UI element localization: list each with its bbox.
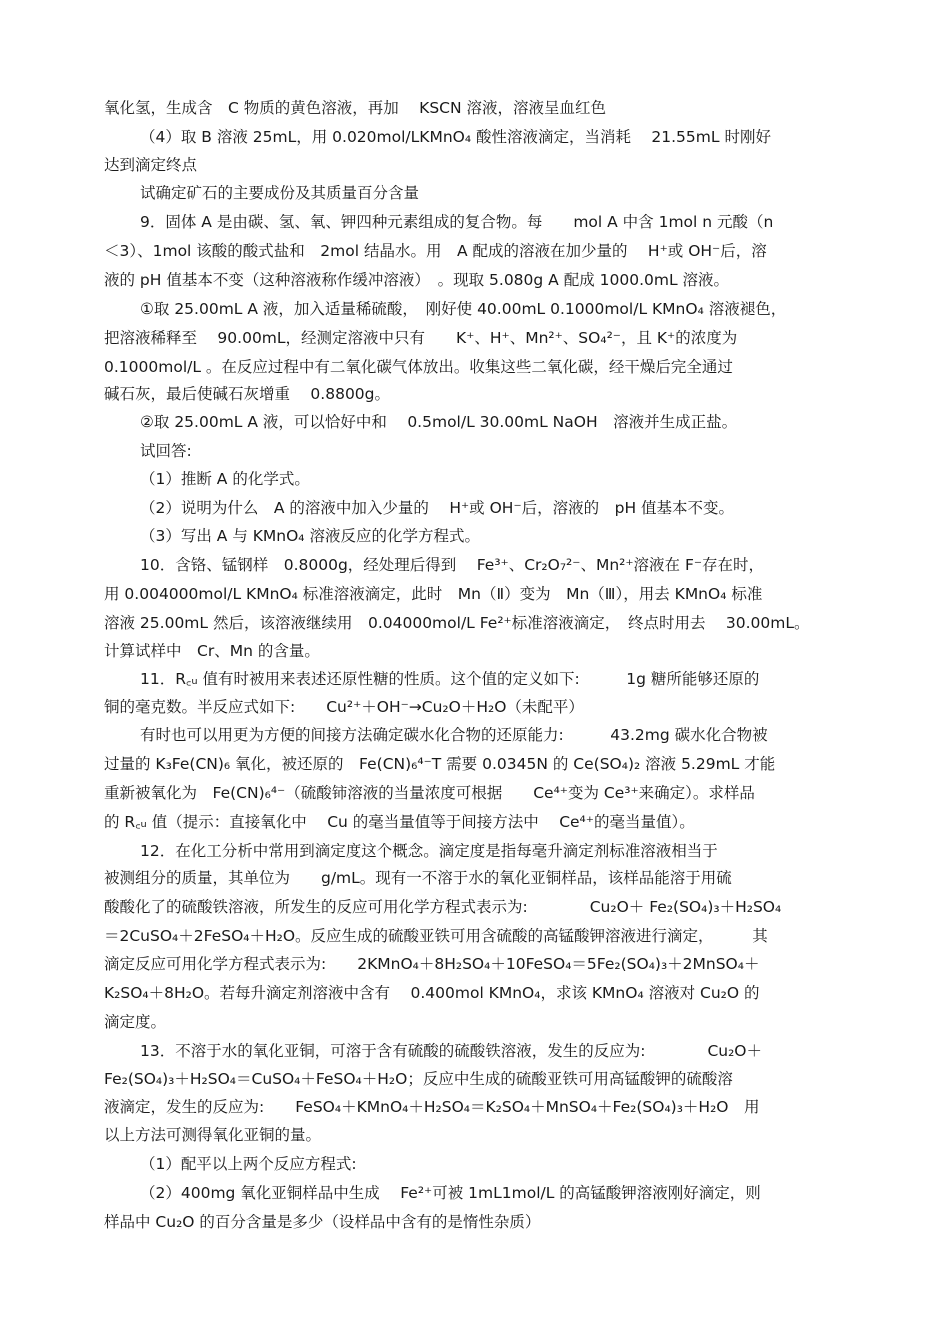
text-line: 试确定矿石的主要成份及其质量百分含量 — [140, 184, 420, 202]
text-line: 试回答: — [140, 442, 192, 460]
text-line: 的 R꜀ᵤ 值（提示：直接氧化中 Cu 的毫当量值等于间接方法中 Ce⁴⁺的毫当量值）。 — [104, 813, 695, 831]
text-line: ＝2CuSO₄＋2FeSO₄＋H₂O。反应生成的硫酸亚铁可用含硫酸的高锰酸钾溶液进行滴定， 其 — [104, 927, 768, 945]
text-line: 用 0.004000mol/L KMnO₄ 标准溶液滴定，此时 Mn（Ⅱ）变为 Mn（Ⅲ），用去 KMnO₄ 标准 — [104, 585, 763, 603]
text-line: （1）配平以上两个反应方程式: — [140, 1155, 357, 1173]
text-line: ②取 25.00mL A 液，可以恰好中和 0.5mol/L 30.00mL NaOH 溶液并生成正盐。 — [140, 413, 738, 431]
text-line: 滴定度。 — [104, 1013, 167, 1031]
text-line: 液的 pH 值基本不变（这种溶液称作缓冲溶液） 。现取 5.080g A 配成 1000.0mL 溶液。 — [104, 271, 730, 289]
text-line: ＜3）、1mol 该酸的酸式盐和 2mol 结晶水。用 A 配成的溶液在加少量的 H⁺或 OH⁻后，溶 — [104, 242, 767, 260]
text-line: （1）推断 A 的化学式。 — [140, 470, 310, 488]
text-line: 有时也可以用更为方便的间接方法确定碳水化合物的还原能力: 43.2mg 碳水化合物被 — [140, 726, 768, 744]
text-line: 12．在化工分析中常用到滴定度这个概念。滴定度是指每毫升滴定剂标准溶液相当于 — [140, 842, 718, 860]
text-line: Fe₂(SO₄)₃＋H₂SO₄＝CuSO₄＋FeSO₄＋H₂O；反应中生成的硫酸亚铁可用高锰酸钾的硫酸溶 — [104, 1070, 733, 1088]
text-line: 9．固体 A 是由碳、氢、氧、钾四种元素组成的复合物。每 mol A 中含 1mol n 元酸（n — [140, 213, 774, 231]
text-line: 样品中 Cu₂O 的百分含量是多少（设样品中含有的是惰性杂质） — [104, 1213, 541, 1231]
text-line: 铜的毫克数。半反应式如下: Cu²⁺＋OH⁻→Cu₂O＋H₂O（未配平） — [104, 698, 584, 716]
text-line: ①取 25.00mL A 液，加入适量稀硫酸， 刚好使 40.00mL 0.1000mol/L KMnO₄ 溶液褪色， — [140, 300, 787, 318]
text-line: （2）400mg 氧化亚铜样品中生成 Fe²⁺可被 1mL1mol/L 的高锰酸钾溶液刚好滴定，则 — [140, 1184, 761, 1202]
text-line: 达到滴定终点 — [104, 156, 198, 174]
text-line: 酸酸化了的硫酸铁溶液，所发生的反应可用化学方程式表示为: Cu₂O＋ Fe₂(SO₄)₃＋H₂SO₄ — [104, 898, 782, 916]
text-line: 把溶液稀释至 90.00mL，经测定溶液中只有 K⁺、H⁺、Mn²⁺、SO₄²⁻，且 K⁺的浓度为 — [104, 329, 738, 347]
text-line: （2）说明为什么 A 的溶液中加入少量的 H⁺或 OH⁻后，溶液的 pH 值基本不变。 — [140, 499, 735, 517]
text-line: 计算试样中 Cr、Mn 的含量。 — [104, 642, 320, 660]
text-line: 以上方法可测得氧化亚铜的量。 — [104, 1126, 322, 1144]
text-line: 13．不溶于水的氧化亚铜，可溶于含有硫酸的硫酸铁溶液，发生的反应为: Cu₂O＋ — [140, 1042, 763, 1060]
text-line: 溶液 25.00mL 然后，该溶液继续用 0.04000mol/L Fe²⁺标准溶液滴定， 终点时用去 30.00mL。 — [104, 614, 810, 632]
text-line: 过量的 K₃Fe(CN)₆ 氧化，被还原的 Fe(CN)₆⁴⁻T 需要 0.0345N 的 Ce(SO₄)₂ 溶液 5.29mL 才能 — [104, 755, 776, 773]
text-line: 滴定反应可用化学方程式表示为: 2KMnO₄＋8H₂SO₄＋10FeSO₄＝5Fe₂(SO₄)₃＋2MnSO₄＋ — [104, 955, 760, 973]
text-line: 10．含铬、锰钢样 0.8000g，经处理后得到 Fe³⁺、Cr₂O₇²⁻、Mn²⁺溶液在 F⁻存在时， — [140, 556, 765, 574]
text-line: 重新被氧化为 Fe(CN)₆⁴⁻（硫酸铈溶液的当量浓度可根据 Ce⁴⁺变为 Ce³⁺来确定）。求样品 — [104, 784, 755, 802]
text-line: 液滴定，发生的反应为: FeSO₄＋KMnO₄＋H₂SO₄＝K₂SO₄＋MnSO₄＋Fe₂(SO₄)₃＋H₂O 用 — [104, 1098, 760, 1116]
text-line: 11．R꜀ᵤ 值有时被用来表述还原性糖的性质。这个值的定义如下: 1g 糖所能够还原的 — [140, 670, 760, 688]
text-line: 氧化氢，生成含 C 物质的黄色溶液，再加 KSCN 溶液，溶液呈血红色 — [104, 99, 607, 117]
text-line: 碱石灰，最后使碱石灰增重 0.8800g。 — [104, 385, 391, 403]
text-line: 0.1000mol/L 。在反应过程中有二氧化碳气体放出。收集这些二氧化碳，经干燥后完全通过 — [104, 358, 733, 376]
text-line: 被测组分的质量，其单位为 g/mL。现有一不溶于水的氧化亚铜样品，该样品能溶于用硫 — [104, 869, 732, 887]
text-line: （4）取 B 溶液 25mL，用 0.020mol/LKMnO₄ 酸性溶液滴定，当消耗 21.55mL 时刚好 — [140, 128, 771, 146]
text-line: K₂SO₄＋8H₂O。若每升滴定剂溶液中含有 0.400mol KMnO₄，求该 KMnO₄ 溶液对 Cu₂O 的 — [104, 984, 760, 1002]
text-line: （3）写出 A 与 KMnO₄ 溶液反应的化学方程式。 — [140, 527, 480, 545]
